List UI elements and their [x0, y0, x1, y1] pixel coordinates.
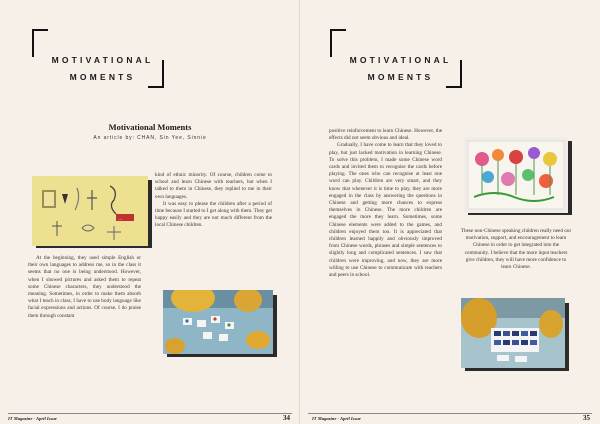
section-header-line2: MOMENTS	[69, 72, 136, 82]
paragraph: Gradually, I have come to learn that they loved to play, but just lacked motivation in learning Chinese. To solve this problem, I made some Chinese word cards and invited them to recognise the cards before playing. The ones who can recognise at least one word can play. Children are very smart, and they know that whenever it is time to play, they are more engaged in the class by answering the questions in Chinese and getting more chances to express themselves in Chinese. The more children are engaged the more they learn. Sometimes, some Chinese elements were added to the games, and children enjoyed them too. It is appreciated that children learned happily and obviously improved from Chinese words, phrases and simple sentences to slightly long and complicated sentences. I saw that children were improving, and now, they are more willing to use Chinese to communicate with teachers and peers in school.	[329, 142, 442, 279]
footer-magazine-name: IT Magazine - April Issue	[312, 416, 361, 421]
right-page	[300, 0, 600, 424]
svg-text:...: ...	[118, 216, 123, 222]
right-page-column-left	[329, 128, 442, 279]
page-number: 35	[583, 414, 590, 422]
paragraph: kind of ethnic minority. Of course, children come to school and learn Chinese with teachers, but when I talked to them in Chinese, they replied to me in their own languages.	[155, 172, 272, 200]
paragraph: It was easy to please the children after a period of time because I started to I get along with them. They get happy easily and they are not much different from the local Chinese children.	[155, 200, 272, 229]
word-cards-photo	[461, 298, 565, 368]
right-page-column-right	[460, 228, 572, 271]
section-header-line1: MOTIVATIONAL	[349, 55, 452, 65]
footer-divider	[8, 413, 292, 414]
worksheet-photo	[32, 176, 148, 246]
classroom-cards-photo	[163, 290, 273, 354]
childrens-drawing-photo	[464, 137, 568, 213]
left-page-column-left	[28, 255, 141, 320]
paragraph: These non-Chinese speaking children really need our motivation, support, and encouragement to learn Chinese in order to get integrated into the community. I believe that the more input teachers give children, they will have more confidence to learn Chinese.	[460, 228, 572, 271]
page-number: 34	[283, 414, 290, 422]
article-title: Motivational Moments	[108, 122, 192, 132]
section-header-line2: MOMENTS	[367, 72, 434, 82]
footer-magazine-name: IT Magazine - April Issue	[8, 416, 57, 421]
paragraph: At the beginning, they used simple English or their own languages to address me, so in the class it seems that no one is being understood. However, when I showed pictures and asked them to repeat some Chinese characters, they understood the meaning. Sometimes, in order to make them absorb what I teach in class, I have to use body language like facial expressions and actions. Of course, I do praise them through constant	[28, 255, 141, 319]
article-byline: An article by: CHAN, Sin Yee, Sinnie	[93, 135, 207, 141]
footer-divider	[308, 413, 592, 414]
left-page-column-right	[155, 172, 272, 230]
section-header	[40, 52, 165, 86]
section-header	[338, 52, 463, 86]
section-header-line1: MOTIVATIONAL	[51, 55, 154, 65]
paragraph: positive reinforcement to learn Chinese. However, the effects did not seem obvious and ideal.	[329, 128, 442, 142]
